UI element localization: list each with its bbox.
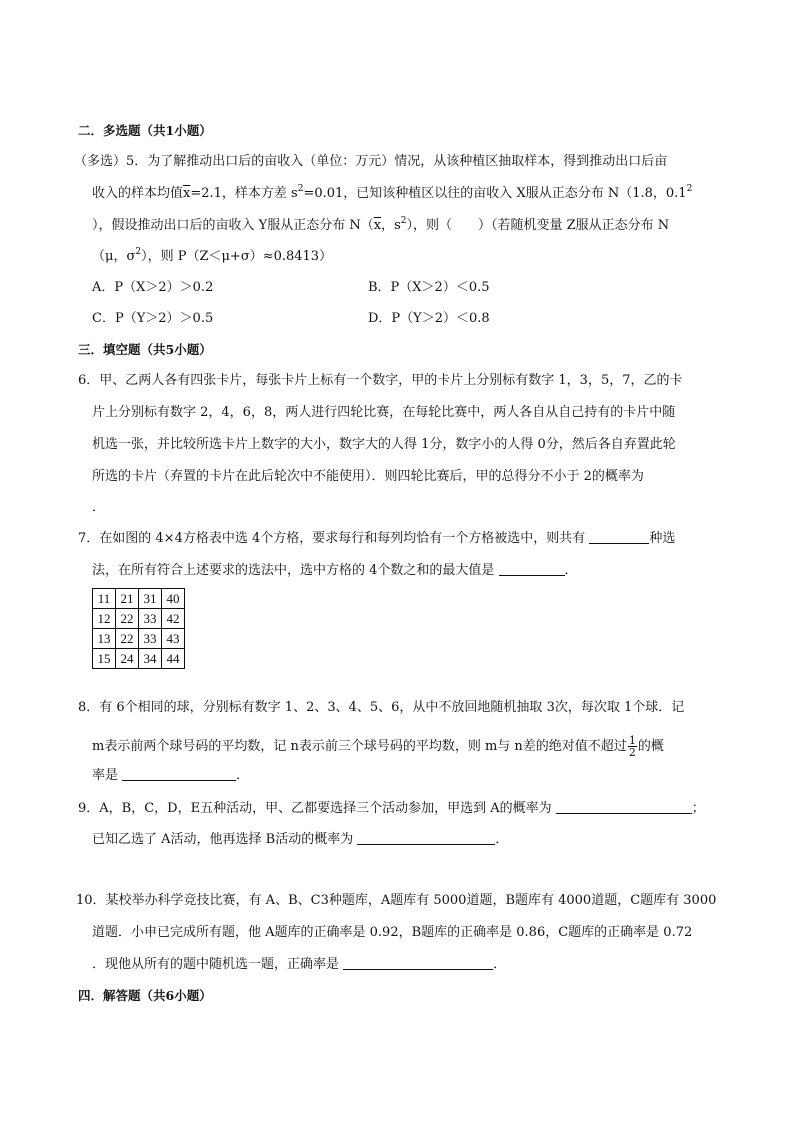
q6-line1: 6．甲、乙两人各有四张卡片，每张卡片上标有一个数字，甲的卡片上分别标有数字 1，3，5，7，乙的卡	[78, 373, 683, 388]
q5-line1: （多选）5．为了解推动出口后的亩收入（单位：万元）情况，从该种植区抽取样本，得到推动出口后亩	[74, 154, 668, 169]
q7-line1-text-b: 种选	[649, 531, 676, 546]
q5-option-d: D．P（Y＞2）＜0.8	[368, 311, 490, 326]
q5-option-c: C．P（Y＞2）＞0.5	[92, 311, 214, 326]
fraction-denominator: 2	[628, 746, 636, 759]
q7-line2	[92, 563, 724, 579]
q10-answer-blank[interactable]	[343, 957, 493, 970]
q5-line3	[92, 218, 724, 234]
grid-cell: 34	[139, 649, 162, 669]
q7-answer-blank-1[interactable]	[589, 531, 649, 544]
q10-line2: 道题．小申已完成所有题，他 A题库的正确率是 0.92，B题库的正确率是 0.86，C题库的正确率是 0.72	[92, 925, 693, 940]
q8-line3	[92, 768, 724, 784]
q9-answer-blank-2[interactable]	[357, 832, 495, 845]
grid-row	[93, 589, 185, 609]
grid-cell: 15	[93, 649, 116, 669]
q6-line5: ．	[92, 500, 106, 515]
q5-line3-text-c: ），则（ ）（若随机变量 Z服从正态分布 N	[406, 218, 670, 233]
q7-line1	[78, 531, 724, 547]
q9-line2-text-b: ．	[495, 832, 509, 847]
grid-cell: 21	[116, 589, 139, 609]
q9-line2-text-a: 已知乙选了 A活动，他再选择 B活动的概率为	[92, 832, 354, 847]
q5-line4-sup: 2	[135, 247, 142, 257]
grid-cell: 40	[162, 589, 185, 609]
q5-line3-text-a: ），假设推动出口后的亩收入 Y服从正态分布 N（	[92, 218, 374, 233]
q5-option-b: B．P（X＞2）＜0.5	[368, 280, 490, 295]
q9-answer-blank-1[interactable]	[556, 801, 692, 814]
grid-cell: 33	[139, 609, 162, 629]
q8-line2	[92, 735, 724, 758]
one-half-fraction	[628, 735, 637, 758]
q6-line3: 机选一张，并比较所选卡片上数字的大小，数字大的人得 1分，数字小的人得 0分，然后各自弃置此轮	[92, 437, 676, 452]
grid-cell: 42	[162, 609, 185, 629]
q8-answer-blank[interactable]	[122, 768, 236, 781]
q9-line1-text-a: 9．A，B，C，D，E五种活动，甲、乙都要选择三个活动参加，甲选到 A的概率为	[78, 801, 552, 816]
number-grid-4x4	[92, 588, 185, 669]
q8-line3-text-a: 率是	[92, 768, 119, 783]
q9-line1-text-b: ；	[691, 801, 705, 816]
q5-line3-sup: 2	[400, 216, 407, 226]
q5-line2	[92, 186, 724, 202]
grid-cell: 13	[93, 629, 116, 649]
grid-cell: 12	[93, 609, 116, 629]
q8-line2-text-b: 的概	[637, 739, 664, 754]
grid-row	[93, 629, 185, 649]
q10-line1: 10．某校举办科学竞技比赛，有 A、B、C3种题库，A题库有 5000道题，B题库有 4000道题，C题库有 3000	[76, 893, 717, 908]
section-heading-multi-choice: 二．多选题（共1小题）	[78, 123, 212, 138]
grid-cell: 11	[93, 589, 116, 609]
q10-line3-text-b: ．	[493, 957, 507, 972]
section-heading-fill-blank: 三．填空题（共5小题）	[78, 342, 212, 357]
q5-option-a: A．P（X＞2）＞0.2	[92, 280, 214, 295]
q5-line4	[92, 249, 724, 265]
q5-line2-text-c: =0.01，已知该种植区以往的亩收入 X服从正态分布 N（1.8，0.1	[303, 186, 687, 201]
q10-line3-text-a: ．现他从所有的题中随机选一题，正确率是	[92, 957, 340, 972]
q5-line3-text-b: ，s	[381, 218, 401, 233]
q5-line2-sup2: 2	[686, 184, 693, 194]
grid-row	[93, 649, 185, 669]
q6-line2: 片上分别标有数字 2，4，6，8，两人进行四轮比赛，在每轮比赛中，两人各自从自己持有的卡片中随	[92, 405, 676, 420]
q5-line2-sup: 2	[297, 184, 304, 194]
q7-line2-text-a: 法，在所有符合上述要求的选法中，选中方格的 4个数之和的最大值是	[92, 563, 495, 578]
grid-cell: 43	[162, 629, 185, 649]
q5-line4-text-b: ），则 P（Z＜μ+σ）≈0.8413）	[141, 249, 333, 264]
q6-line4: 所选的卡片（弃置的卡片在此后轮次中不能使用）．则四轮比赛后，甲的总得分不小于 2的概率为	[92, 469, 644, 484]
grid-cell: 44	[162, 649, 185, 669]
grid-cell: 24	[116, 649, 139, 669]
q5-line4-text-a: （μ，σ	[92, 249, 136, 264]
q8-line2-text-a: m表示前两个球号码的平均数，记 n表示前三个球号码的平均数，则 m与 n差的绝对值不超过	[92, 739, 627, 754]
q5-xbar-symbol: $\overline{x}$	[183, 186, 191, 201]
grid-cell: 33	[139, 629, 162, 649]
q7-line1-text-a: 7．在如图的 4×4方格表中选 4个方格，要求每行和每列均恰有一个方格被选中，则共有	[78, 531, 586, 546]
q5-line2-text-a: 收入的样本均值	[92, 186, 184, 201]
q10-line3	[92, 957, 724, 973]
q7-line2-text-b: ．	[564, 563, 578, 578]
q9-line1	[78, 801, 724, 817]
section-heading-answer: 四．解答题（共6小题）	[78, 988, 212, 1003]
grid-row	[93, 609, 185, 629]
q9-line2	[92, 832, 724, 848]
q8-line1: 8．有 6个相同的球，分别标有数字 1、2、3、4、5、6，从中不放回地随机抽取 3次，每次取 1个球．记	[78, 700, 685, 715]
q7-answer-blank-2[interactable]	[499, 563, 565, 576]
q8-line3-text-b: ．	[236, 768, 250, 783]
grid-cell: 31	[139, 589, 162, 609]
grid-cell: 22	[116, 629, 139, 649]
fraction-numerator: 1	[628, 734, 636, 747]
q5-xbar-symbol-2: $\overline{x}$	[373, 218, 382, 233]
grid-cell: 22	[116, 609, 139, 629]
q5-line2-text-b: =2.1，样本方差 s	[190, 186, 298, 201]
